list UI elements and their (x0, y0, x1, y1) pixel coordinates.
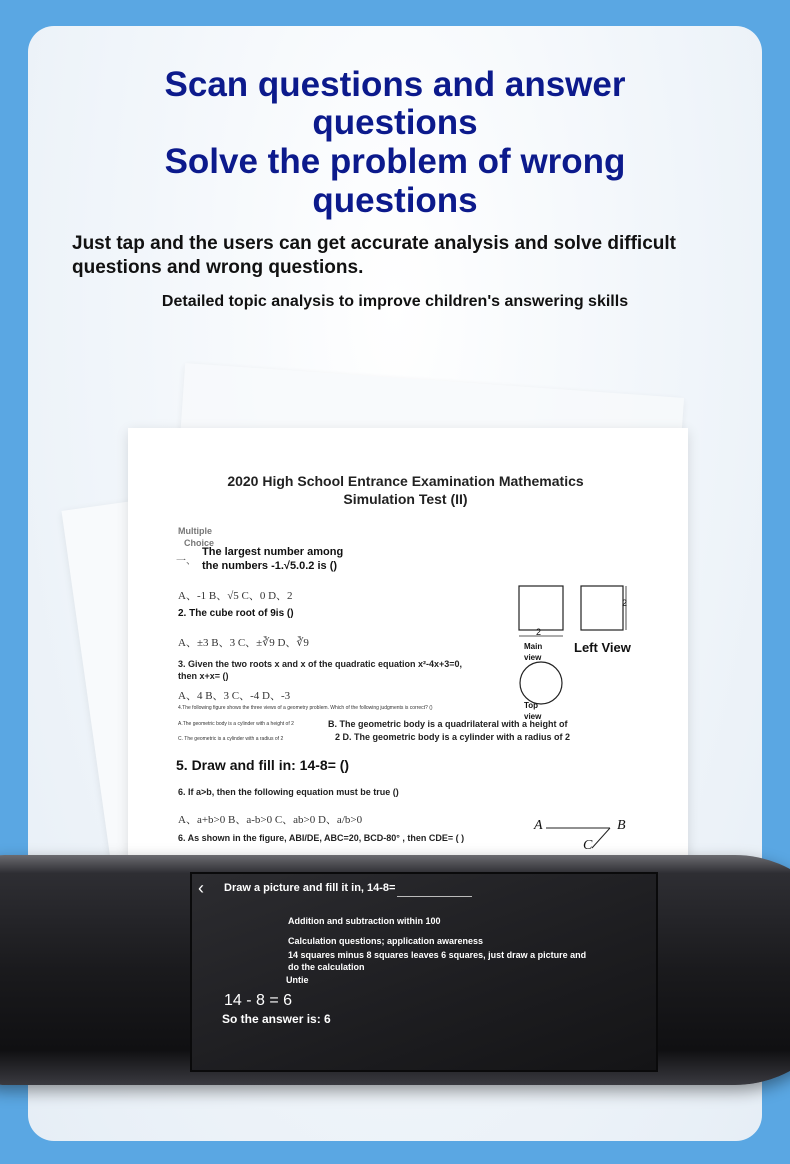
underline-divider (397, 896, 472, 897)
question-2-options: A、±3 B、3 C、±∛9 D、∛9 (178, 637, 309, 649)
knowledge-point: Addition and subtraction within 100 (288, 916, 441, 926)
analysis-text-cont: do the calculation (288, 962, 365, 972)
dimension-label: 2 (622, 598, 628, 608)
question-4-option-a: A.The geometric body is a cylinder with a height of 2 (178, 721, 294, 727)
point-c-label: C (583, 838, 593, 853)
question-2: 2. The cube root of 9is () (178, 608, 294, 619)
dimension-label: 2 (536, 627, 542, 637)
question-4-option-d: 2 D. The geometric body is a cylinder with a radius of 2 (335, 732, 571, 742)
point-b-label: B (617, 818, 626, 833)
tagline: Detailed topic analysis to improve children's answering skills (161, 293, 629, 310)
line-bc (592, 828, 610, 848)
subtitle: Just tap and the users can get accurate analysis and solve difficult questions and wrong questions. (72, 233, 676, 278)
point-a-label: A (534, 818, 543, 833)
question-1-options: A、-1 B、√5 C、0 D、2 (178, 590, 293, 602)
main-view-square (519, 586, 563, 630)
left-view-square (581, 586, 623, 630)
pen-screen (190, 872, 658, 1072)
question-3: 3. Given the two roots x and x of the quadratic equation x²-4x+3=0, (178, 659, 463, 669)
question-5: 5. Draw and fill in: 14-8= () (176, 757, 350, 773)
section-label: Multiple (178, 526, 212, 536)
headline-line-1: Scan questions and answer (164, 65, 626, 104)
question-4-option-c: C. The geometric is a cylinder with a radius of 2 (178, 736, 284, 742)
headline-line-4: questions (312, 181, 478, 220)
section-label: Choice (184, 538, 215, 548)
question-1: The largest number among (202, 546, 344, 558)
answer-text: So the answer is: 6 (222, 1012, 331, 1026)
top-view-circle (520, 662, 562, 704)
exam-title: 2020 High School Entrance Examination Mathematics (227, 473, 584, 489)
equation: 14 - 8 = 6 (224, 992, 293, 1009)
headline-line-3: Solve the problem of wrong (164, 142, 626, 181)
screen-title: Draw a picture and fill it in, 14-8= (224, 882, 396, 894)
question-3-options: A、4 B、3 C、-4 D、-3 (178, 690, 291, 702)
chevron-left-icon[interactable]: ‹ (198, 878, 204, 898)
section-mark: 一、 (176, 556, 196, 567)
headline-line-2: questions (312, 103, 478, 142)
question-4-option-b: B. The geometric body is a quadrilateral with a height of (328, 719, 568, 729)
question-6: 6. If a>b, then the following equation must be true () (178, 787, 399, 797)
top-view-label: Top view (524, 701, 542, 721)
exam-subtitle: Simulation Test (II) (343, 491, 468, 507)
main-view-label: Main view (524, 642, 543, 662)
solution-label: Untie (286, 975, 309, 985)
analysis-text: 14 squares minus 8 squares leaves 6 squares, just draw a picture and (288, 950, 587, 960)
left-view-label: Left View (574, 640, 631, 655)
exam-sheet (128, 428, 688, 888)
question-type: Calculation questions; application awareness (288, 936, 484, 946)
question-3-cont: then x+x= () (178, 671, 229, 681)
question-4: 4.The following figure shows the three views of a geometry problem. Which of the following judgments is correct? () (178, 705, 433, 711)
question-7: 6. As shown in the figure, ABI/DE, ABC=20, BCD-80° , then CDE= ( ) (178, 833, 465, 843)
question-6-options: A、a+b>0 B、a-b>0 C、ab>0 D、a/b>0 (178, 814, 363, 826)
question-1-cont: the numbers -1.√5.0.2 is () (202, 560, 338, 572)
